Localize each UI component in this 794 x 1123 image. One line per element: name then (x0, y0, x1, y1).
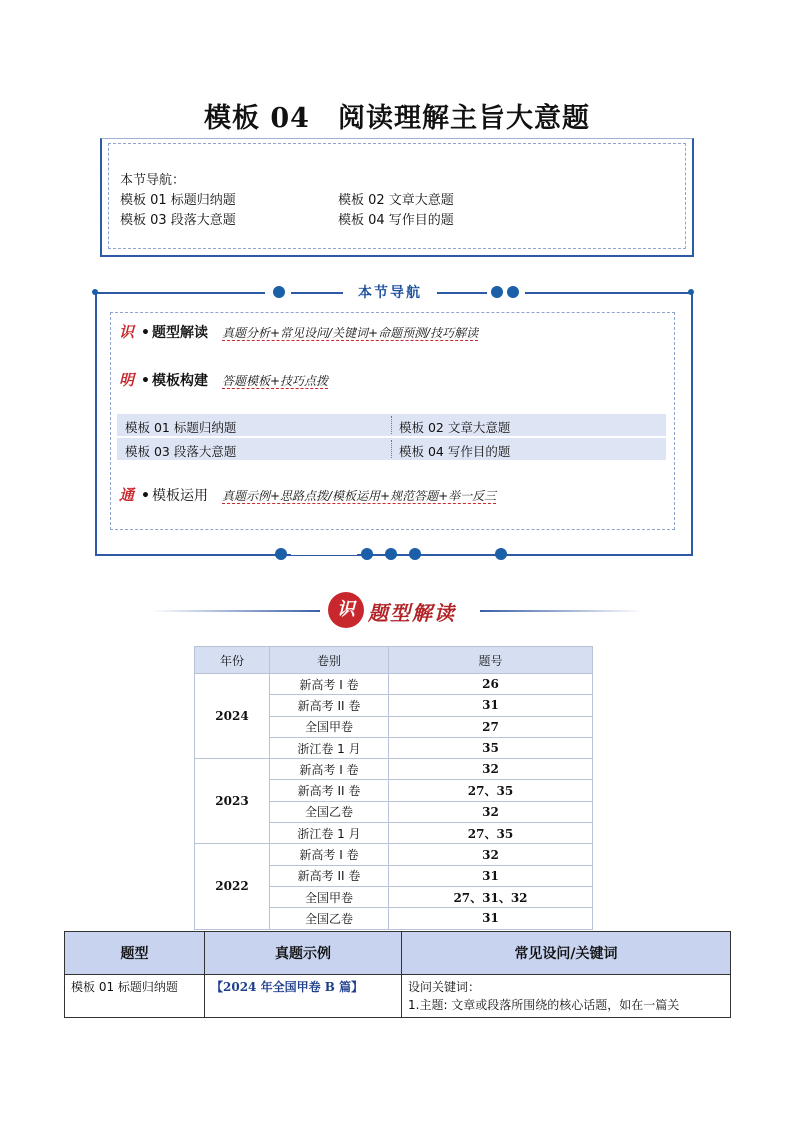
table-row: 新高考 II 卷 31 (195, 695, 593, 716)
keyword-cell: 设问关键词： 1.主题: 文章或段落所围绕的核心话题，如在一篇关 (402, 975, 731, 1018)
decor-dot-icon (275, 548, 287, 560)
seal-icon: 明 (119, 371, 135, 389)
table-header: 卷别 (270, 647, 389, 674)
table-row: 浙江卷 1 月 35 (195, 737, 593, 758)
decor-dot-icon (273, 286, 285, 298)
exam-table (194, 646, 593, 930)
table-header: 常见设问/关键词 (402, 932, 731, 975)
table-header: 题号 (389, 647, 593, 674)
table-row: 全国乙卷 31 (195, 908, 593, 929)
section-header (150, 590, 644, 630)
template-row[interactable]: 模板 03 段落大意题 模板 04 写作目的题 (117, 438, 666, 460)
page-title: 模板 04 阅读理解主旨大意题 (204, 103, 590, 134)
decor-dot-icon (409, 548, 421, 560)
decor-dot-icon (495, 548, 507, 560)
guide-header: 本节导航 (345, 282, 435, 302)
section-nav-item[interactable]: 模板 04 写作目的题 (338, 213, 454, 228)
seal-icon: 通 (119, 486, 135, 504)
example-cell: 【2024 年全国甲卷 B 篇】 (205, 975, 402, 1018)
table-row: 浙江卷 1 月 27、35 (195, 823, 593, 844)
table-header: 真题示例 (205, 932, 402, 975)
guide-row-apply[interactable]: 通 • 模板运用 真题示例+思路点拨/模板运用+规范答题+举一反三 (119, 486, 497, 504)
table-row: 全国甲卷 27、31、32 (195, 886, 593, 907)
guide-box (95, 285, 691, 556)
section-nav-item[interactable]: 模板 02 文章大意题 (338, 193, 454, 208)
section-nav-box (100, 138, 694, 257)
section-title: 题型解读 (368, 601, 456, 625)
seal-icon: 识 (119, 323, 135, 341)
table-row (65, 975, 731, 1018)
guide-row-build[interactable]: 明 • 模板构建 答题模板+技巧点拨 (119, 371, 329, 389)
template-row[interactable]: 模板 01 标题归纳题 模板 02 文章大意题 (117, 414, 666, 436)
table-row: 新高考 II 卷 27、35 (195, 780, 593, 801)
decor-dot-icon (507, 286, 519, 298)
table-header: 年份 (195, 647, 270, 674)
table-header: 题型 (65, 932, 205, 975)
decor-dot-icon (361, 548, 373, 560)
table-row: 新高考 II 卷 31 (195, 865, 593, 886)
decor-dot-icon (491, 286, 503, 298)
section-nav-label: 本节导航： (120, 173, 186, 188)
section-nav-item[interactable]: 模板 03 段落大意题 (120, 213, 236, 228)
table-row: 全国甲卷 27 (195, 716, 593, 737)
decor-dot-icon (385, 548, 397, 560)
table-row: 2022 新高考 I 卷 32 (195, 844, 593, 865)
guide-row-interpret[interactable]: 识 • 题型解读 真题分析+常见设问/关键词+命题预测/技巧解读 (119, 323, 479, 341)
type-cell: 模板 01 标题归纳题 (65, 975, 205, 1018)
question-type-table (64, 931, 731, 1018)
table-row: 2024 新高考 I 卷 26 (195, 674, 593, 695)
section-nav-item[interactable]: 模板 01 标题归纳题 (120, 193, 236, 208)
seal-icon: 识 (328, 592, 364, 628)
table-row: 全国乙卷 32 (195, 801, 593, 822)
table-row: 2023 新高考 I 卷 32 (195, 759, 593, 780)
